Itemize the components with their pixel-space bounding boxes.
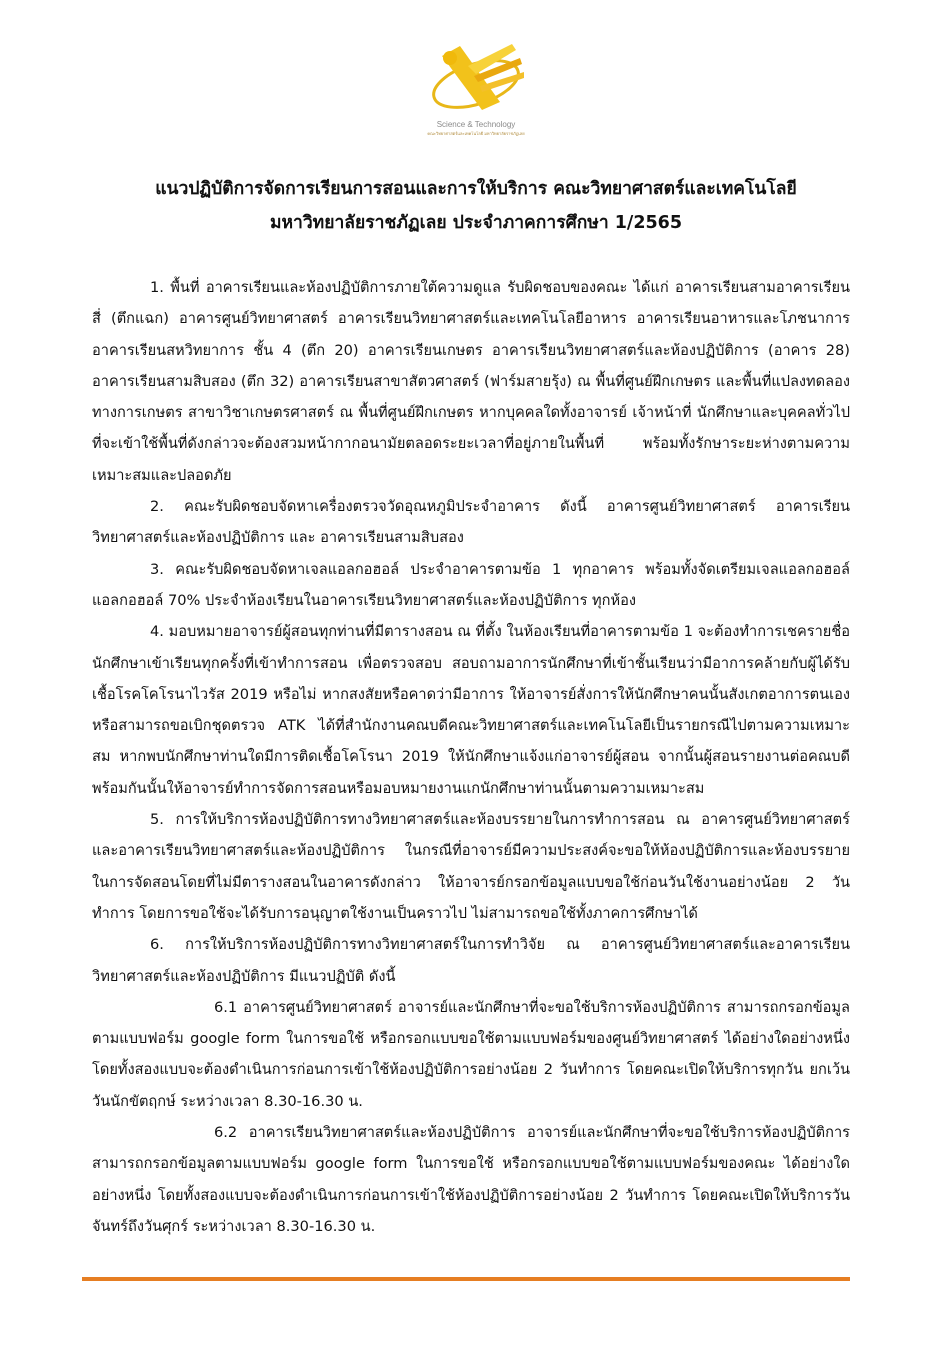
document-title-line-1: แนวปฏิบัติการจัดการเรียนการสอนและการให้บริการ คณะวิทยาศาสตร์และเทคโนโลยี xyxy=(155,179,797,199)
logo-subtitle: คณะวิทยาศาสตร์และเทคโนโลยี มหาวิทยาลัยราชภัฏเลย xyxy=(427,131,525,136)
guideline-item-2: 2. คณะรับผิดชอบจัดหาเครื่องตรวจวัดอุณหภูมิประจำอาคาร ดังนี้ อาคารศูนย์วิทยาศาสตร์ อาคารเรียนวิทยาศาสตร์และห้องปฏิบัติการ และ อาคารเรียนสามสิบสอง xyxy=(92,498,850,547)
guideline-item-6-2: 6.2 อาคารเรียนวิทยาศาสตร์และห้องปฏิบัติการ อาจารย์และนักศึกษาที่จะขอใช้บริการห้องปฏิบัติการ สามารถกรอกข้อมูลตามแบบฟอร์ม google form ในการขอใช้ หรือกรอกแบบขอใช้ตามแบบฟอร์มของคณะ ได้อย่างใดอย่างหนึ่ง โดยทั้งสองแบบจะต้องดำเนินการก่อนการเข้าใช้ห้องปฏิบัติการอย่างน้อย 2 วันทำการ โดยคณะเปิดให้บริการวันจันทร์ถึงวันศุกร์ ระหว่างเวลา 8.30-16.30 น. xyxy=(92,1124,850,1235)
faculty-logo xyxy=(420,36,532,136)
logo-emblem-icon xyxy=(420,36,532,120)
guideline-item-1: 1. พื้นที่ อาคารเรียนและห้องปฏิบัติการภายใต้ความดูแล รับผิดชอบของคณะ ได้แก่ อาคารเรียนสามอาคารเรียนสี่ (ตึกแฉก) อาคารศูนย์วิทยาศาสตร์ อาคารเรียนวิทยาศาสตร์และเทคโนโลยีอาหาร อาคารเรียนอาหารและโภชนาการ อาคารเรียนสหวิทยาการ ชั้น 4 (ตึก 20) อาคารเรียนเกษตร อาคารเรียนวิทยาศาสตร์และห้องปฏิบัติการ (อาคาร 28) อาคารเรียนสามสิบสอง (ตึก 32) อาคารเรียนสาขาสัตวศาสตร์ (ฟาร์มสายรุ้ง) ณ พื้นที่ศูนย์ฝึกเกษตร และพื้นที่แปลงทดลองทางการเกษตร สาขาวิชาเกษตรศาสตร์ ณ พื้นที่ศูนย์ฝึกเกษตร หากบุคคลใดทั้งอาจารย์ เจ้าหน้าที่ นักศึกษาและบุคคลทั่วไปที่จะเข้าใช้พื้นที่ดังกล่าวจะต้องสวมหน้ากากอนามัยตลอดระยะเวลาที่อยู่ภายในพื้นที่ พร้อมทั้งรักษาระยะห่างตามความเหมาะสมและปลอดภัย xyxy=(92,279,850,484)
document-title-line-2: มหาวิทยาลัยราชภัฏเลย ประจำภาคการศึกษา 1/2565 xyxy=(269,213,683,233)
logo-name: Science & Technology xyxy=(436,120,516,129)
guideline-item-4: 4. มอบหมายอาจารย์ผู้สอนทุกท่านที่มีตารางสอน ณ ที่ตั้ง ในห้องเรียนที่อาคารตามข้อ 1 จะต้องทำการเชครายชื่อนักศึกษาเข้าเรียนทุกครั้งที่เข้าทำการสอน เพื่อตรวจสอบ สอบถามอาการนักศึกษาที่เข้าชั้นเรียนว่ามีอาการคล้ายกับผู้ได้รับเชื้อโรคโคโรนาไวรัส 2019 หรือไม่ หากสงสัยหรือคาดว่ามีอาการ ให้อาจารย์สั่งการให้นักศึกษาคนนั้นสังเกตอาการตนเอง หรือสามารถขอเบิกชุดตรวจ ATK ได้ที่สำนักงานคณบดีคณะวิทยาศาสตร์และเทคโนโลยีเป็นรายกรณีไปตามความเหมาะสม หากพบนักศึกษาท่านใดมีการติดเชื้อโคโรนา 2019 ให้นักศึกษาแจ้งแก่อาจารย์ผู้สอน จากนั้นผู้สอนรายงานต่อคณบดี พร้อมกันนั้นให้อาจารย์ทำการจัดการสอนหรือมอบหมายงานแกนักศึกษาท่านนั้นตามความเหมาะสม xyxy=(92,623,850,797)
footer-rule xyxy=(82,1277,850,1281)
document-body xyxy=(92,272,850,1242)
guideline-item-5: 5. การให้บริการห้องปฏิบัติการทางวิทยาศาสตร์และห้องบรรยายในการทำการสอน ณ อาคารศูนย์วิทยาศาสตร์และอาคารเรียนวิทยาศาสตร์และห้องปฏิบัติการ ในกรณีที่อาจารย์มีความประสงค์จะขอให้ห้องปฏิบัติการและห้องบรรยายในการจัดสอนโดยที่ไม่มีตารางสอนในอาคารดังกล่าว ให้อาจารย์กรอกข้อมูลแบบขอใช้ก่อนวันใช้งานอย่างน้อย 2 วันทำการ โดยการขอใช้จะได้รับการอนุญาตใช้งานเป็นคราวไป ไม่สามารถขอใช้ทั้งภาคการศึกษาได้ xyxy=(92,811,850,922)
guideline-item-6: 6. การให้บริการห้องปฏิบัติการทางวิทยาศาสตร์ในการทำวิจัย ณ อาคารศูนย์วิทยาศาสตร์และอาคารเรียนวิทยาศาสตร์และห้องปฏิบัติการ มีแนวปฏิบัติ ดังนี้ xyxy=(92,936,850,985)
guideline-item-6-1: 6.1 อาคารศูนย์วิทยาศาสตร์ อาจารย์และนักศึกษาที่จะขอใช้บริการห้องปฏิบัติการ สามารถกรอกข้อมูลตามแบบฟอร์ม google form ในการขอใช้ หรือกรอกแบบขอใช้ตามแบบฟอร์มของศูนย์วิทยาศาสตร์ ได้อย่างใดอย่างหนึ่ง โดยทั้งสองแบบจะต้องดำเนินการก่อนการเข้าใช้ห้องปฏิบัติการอย่างน้อย 2 วันทำการ โดยคณะเปิดให้บริการทุกวัน ยกเว้นวันนักขัตฤกษ์ ระหว่างเวลา 8.30-16.30 น. xyxy=(92,998,850,1110)
guideline-item-3: 3. คณะรับผิดชอบจัดหาเจลแอลกอฮอล์ ประจำอาคารตามข้อ 1 ทุกอาคาร พร้อมทั้งจัดเตรียมเจลแอลกอฮอล์ แอลกอฮอล์ 70% ประจำห้องเรียนในอาคารเรียนวิทยาศาสตร์และห้องปฏิบัติการ ทุกห้อง xyxy=(92,560,850,609)
